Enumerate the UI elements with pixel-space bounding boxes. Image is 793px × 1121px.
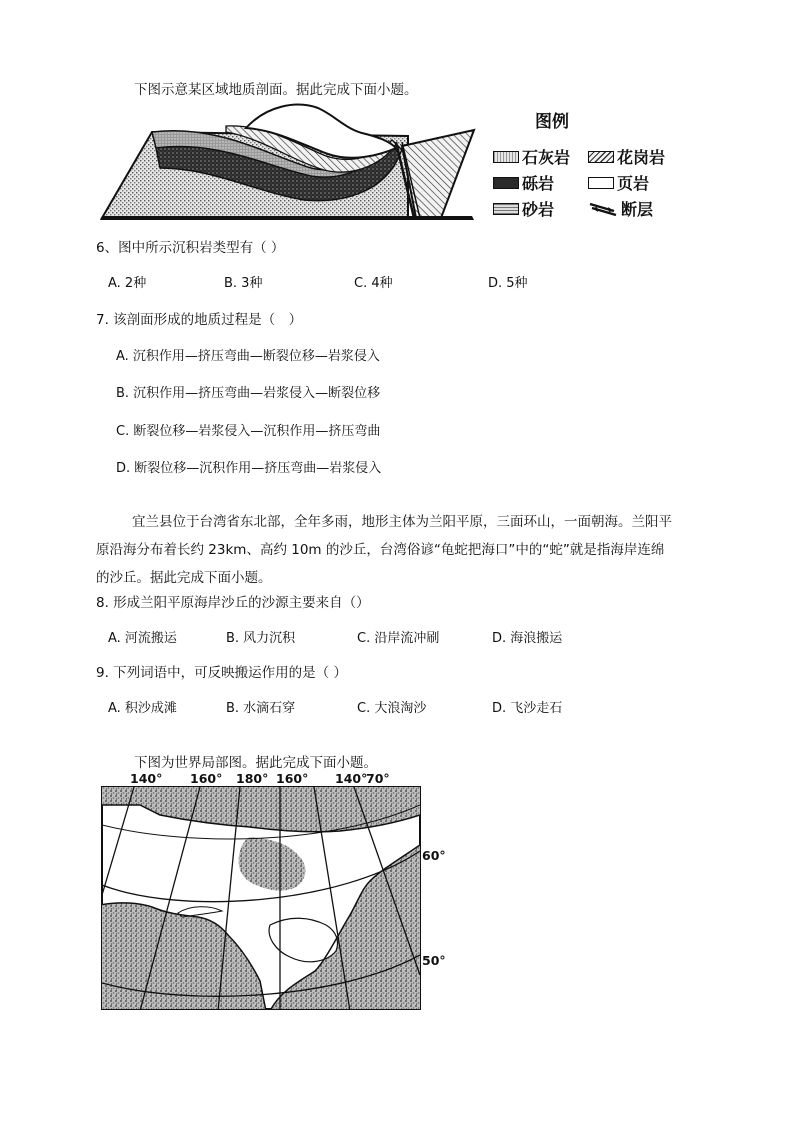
legend-item-conglomerate bbox=[493, 171, 554, 194]
section3-intro: 下图为世界局部图。据此完成下面小题。 bbox=[134, 755, 377, 771]
q9-option-c[interactable]: C. 大浪淘沙 bbox=[357, 701, 427, 716]
q6-option-a[interactable]: A. 2种 bbox=[108, 276, 147, 291]
map-lat-label-60: 60° bbox=[422, 848, 446, 863]
legend-item-sandstone bbox=[493, 197, 554, 220]
q8-option-a[interactable]: A. 河流搬运 bbox=[108, 631, 177, 646]
section2-intro-line-1: 宜兰县位于台湾省东北部，全年多雨，地形主体为兰阳平原，三面环山，一面朝海。兰阳平 bbox=[132, 514, 672, 530]
fault-icon bbox=[588, 202, 618, 216]
map-lon-label-160e: 160° bbox=[276, 771, 309, 786]
legend-label-fault: 断层 bbox=[621, 200, 654, 219]
q7-stem: 7. 该剖面形成的地质过程是（ ） bbox=[96, 312, 303, 328]
q9-option-a[interactable]: A. 积沙成滩 bbox=[108, 701, 177, 716]
q9-stem: 9. 下列词语中，可反映搬运作用的是（ ） bbox=[96, 665, 347, 681]
q9-option-d[interactable]: D. 飞沙走石 bbox=[492, 701, 563, 716]
sandstone-swatch bbox=[493, 203, 519, 215]
q7-option-b[interactable]: B. 沉积作用—挤压弯曲—岩浆侵入—断裂位移 bbox=[116, 386, 381, 401]
q8-option-c[interactable]: C. 沿岸流冲刷 bbox=[357, 631, 440, 646]
q7-option-c[interactable]: C. 断裂位移—岩浆侵入—沉积作用—挤压弯曲 bbox=[116, 424, 381, 439]
section1-intro: 下图示意某区域地质剖面。据此完成下面小题。 bbox=[134, 82, 418, 98]
legend-item-granite bbox=[588, 145, 665, 168]
legend bbox=[493, 145, 713, 225]
geologic-cross-section-figure bbox=[96, 96, 476, 222]
q9-option-b[interactable]: B. 水滴石穿 bbox=[226, 701, 296, 716]
legend-item-fault bbox=[588, 197, 653, 220]
map-lon-label-70: 70° bbox=[366, 771, 390, 786]
q6-option-b[interactable]: B. 3种 bbox=[224, 276, 263, 291]
section2-intro-line-3: 的沙丘。据此完成下面小题。 bbox=[96, 570, 272, 586]
legend-label-granite: 花岗岩 bbox=[617, 148, 666, 167]
q6-option-d[interactable]: D. 5种 bbox=[488, 276, 528, 291]
q8-option-b[interactable]: B. 风力沉积 bbox=[226, 631, 296, 646]
q6-option-c[interactable]: C. 4种 bbox=[354, 276, 393, 291]
legend-label-shale: 页岩 bbox=[617, 174, 650, 193]
shale-swatch bbox=[588, 177, 614, 189]
conglomerate-swatch bbox=[493, 177, 519, 189]
granite-block bbox=[402, 130, 474, 218]
legend-label-limestone: 石灰岩 bbox=[522, 148, 571, 167]
map-lon-label-140e: 140° bbox=[335, 771, 368, 786]
legend-item-shale bbox=[588, 171, 649, 194]
map-lon-label-140w: 140° bbox=[130, 771, 163, 786]
q6-stem: 6、图中所示沉积岩类型有（ ） bbox=[96, 240, 285, 256]
legend-label-sandstone: 砂岩 bbox=[522, 200, 555, 219]
limestone-swatch bbox=[493, 151, 519, 163]
section2-intro bbox=[96, 508, 676, 592]
legend-label-conglomerate: 砾岩 bbox=[522, 174, 555, 193]
world-map-figure bbox=[100, 785, 422, 1011]
map-lon-label-160w: 160° bbox=[190, 771, 223, 786]
q7-option-a[interactable]: A. 沉积作用—挤压弯曲—断裂位移—岩浆侵入 bbox=[116, 349, 380, 364]
section2-intro-line-2: 原沿海分布着长约 23km、高约 10m 的沙丘，台湾俗谚“龟蛇把海口”中的“蛇”就是指海岸连绵 bbox=[96, 542, 665, 558]
granite-swatch bbox=[588, 151, 614, 163]
map-lat-label-50: 50° bbox=[422, 953, 446, 968]
map-lon-label-180: 180° bbox=[236, 771, 269, 786]
q8-stem: 8. 形成兰阳平原海岸沙丘的沙源主要来自（） bbox=[96, 595, 370, 611]
legend-title: 图例 bbox=[535, 112, 569, 132]
q7-option-d[interactable]: D. 断裂位移—沉积作用—挤压弯曲—岩浆侵入 bbox=[116, 461, 382, 476]
legend-item-limestone bbox=[493, 145, 570, 168]
q8-option-d[interactable]: D. 海浪搬运 bbox=[492, 631, 563, 646]
